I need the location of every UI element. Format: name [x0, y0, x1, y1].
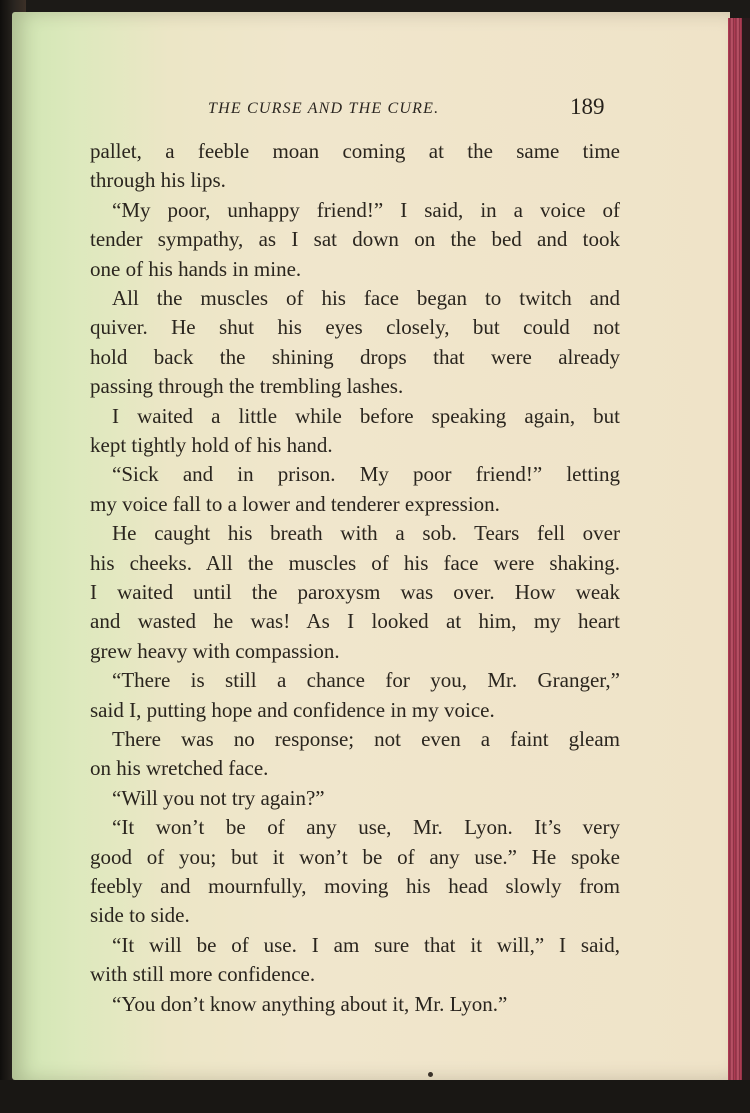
text-line: There was no response; not even a faint gleam [112, 726, 620, 751]
text-line: “Sick and in prison. My poor friend!” letting [112, 462, 620, 487]
book-page [12, 12, 730, 1080]
paragraph [90, 137, 620, 196]
page-edges-shadow [742, 18, 750, 1080]
running-head: THE CURSE AND THE CURE. [208, 100, 440, 117]
text-line: All the muscles of his face began to twitch and [112, 285, 620, 310]
body-text [90, 137, 620, 1019]
paragraph [90, 725, 620, 784]
text-line: kept tightly hold of his hand. [90, 432, 333, 457]
text-line: “My poor, unhappy friend!” I said, in a voice of [112, 197, 620, 222]
paragraph [90, 519, 620, 666]
paragraph [90, 402, 620, 461]
text-line: “Will you not try again?” [112, 785, 325, 810]
page-number: 189 [570, 94, 605, 119]
text-line: grew heavy with compassion. [90, 638, 340, 663]
text-line: my voice fall to a lower and tenderer expression. [90, 491, 500, 516]
text-line: good of you; but it won’t be of any use.” He spoke [90, 844, 620, 869]
text-line: his cheeks. All the muscles of his face were shaking. [90, 550, 620, 575]
paragraph [90, 666, 620, 725]
ink-speck [428, 1072, 433, 1077]
text-line: I waited until the paroxysm was over. How weak [90, 579, 620, 604]
paragraph [90, 990, 620, 1019]
text-line: quiver. He shut his eyes closely, but could not [90, 315, 620, 340]
paragraph [90, 460, 620, 519]
text-line: tender sympathy, as I sat down on the bed and took [90, 227, 620, 252]
paragraph [90, 784, 620, 813]
paragraph [90, 813, 620, 931]
page-header [12, 94, 730, 128]
text-line: “You don’t know anything about it, Mr. Lyon.” [112, 991, 508, 1016]
text-line: one of his hands in mine. [90, 256, 302, 281]
text-line: hold back the shining drops that were already [90, 344, 620, 369]
text-line: through his lips. [90, 168, 226, 193]
scan-background [0, 1080, 750, 1113]
text-line: side to side. [90, 903, 190, 928]
text-line: on his wretched face. [90, 756, 269, 781]
text-line: “It won’t be of any use, Mr. Lyon. It’s very [112, 815, 620, 840]
text-line: “It will be of use. I am sure that it will,” I said, [112, 932, 620, 957]
text-line: and wasted he was! As I looked at him, my heart [90, 609, 620, 634]
text-line: with still more confidence. [90, 962, 316, 987]
text-line: said I, putting hope and confidence in my voice. [90, 697, 495, 722]
paragraph [90, 931, 620, 990]
text-line: pallet, a feeble moan coming at the same time [90, 139, 620, 163]
text-line: “There is still a chance for you, Mr. Granger,” [112, 668, 620, 693]
text-line: He caught his breath with a sob. Tears fell over [112, 521, 620, 546]
paragraph [90, 196, 620, 284]
text-line: feebly and mournfully, moving his head slowly from [90, 873, 620, 898]
text-line: I waited a little while before speaking again, but [112, 403, 620, 428]
text-line: passing through the trembling lashes. [90, 374, 404, 399]
paragraph [90, 284, 620, 402]
